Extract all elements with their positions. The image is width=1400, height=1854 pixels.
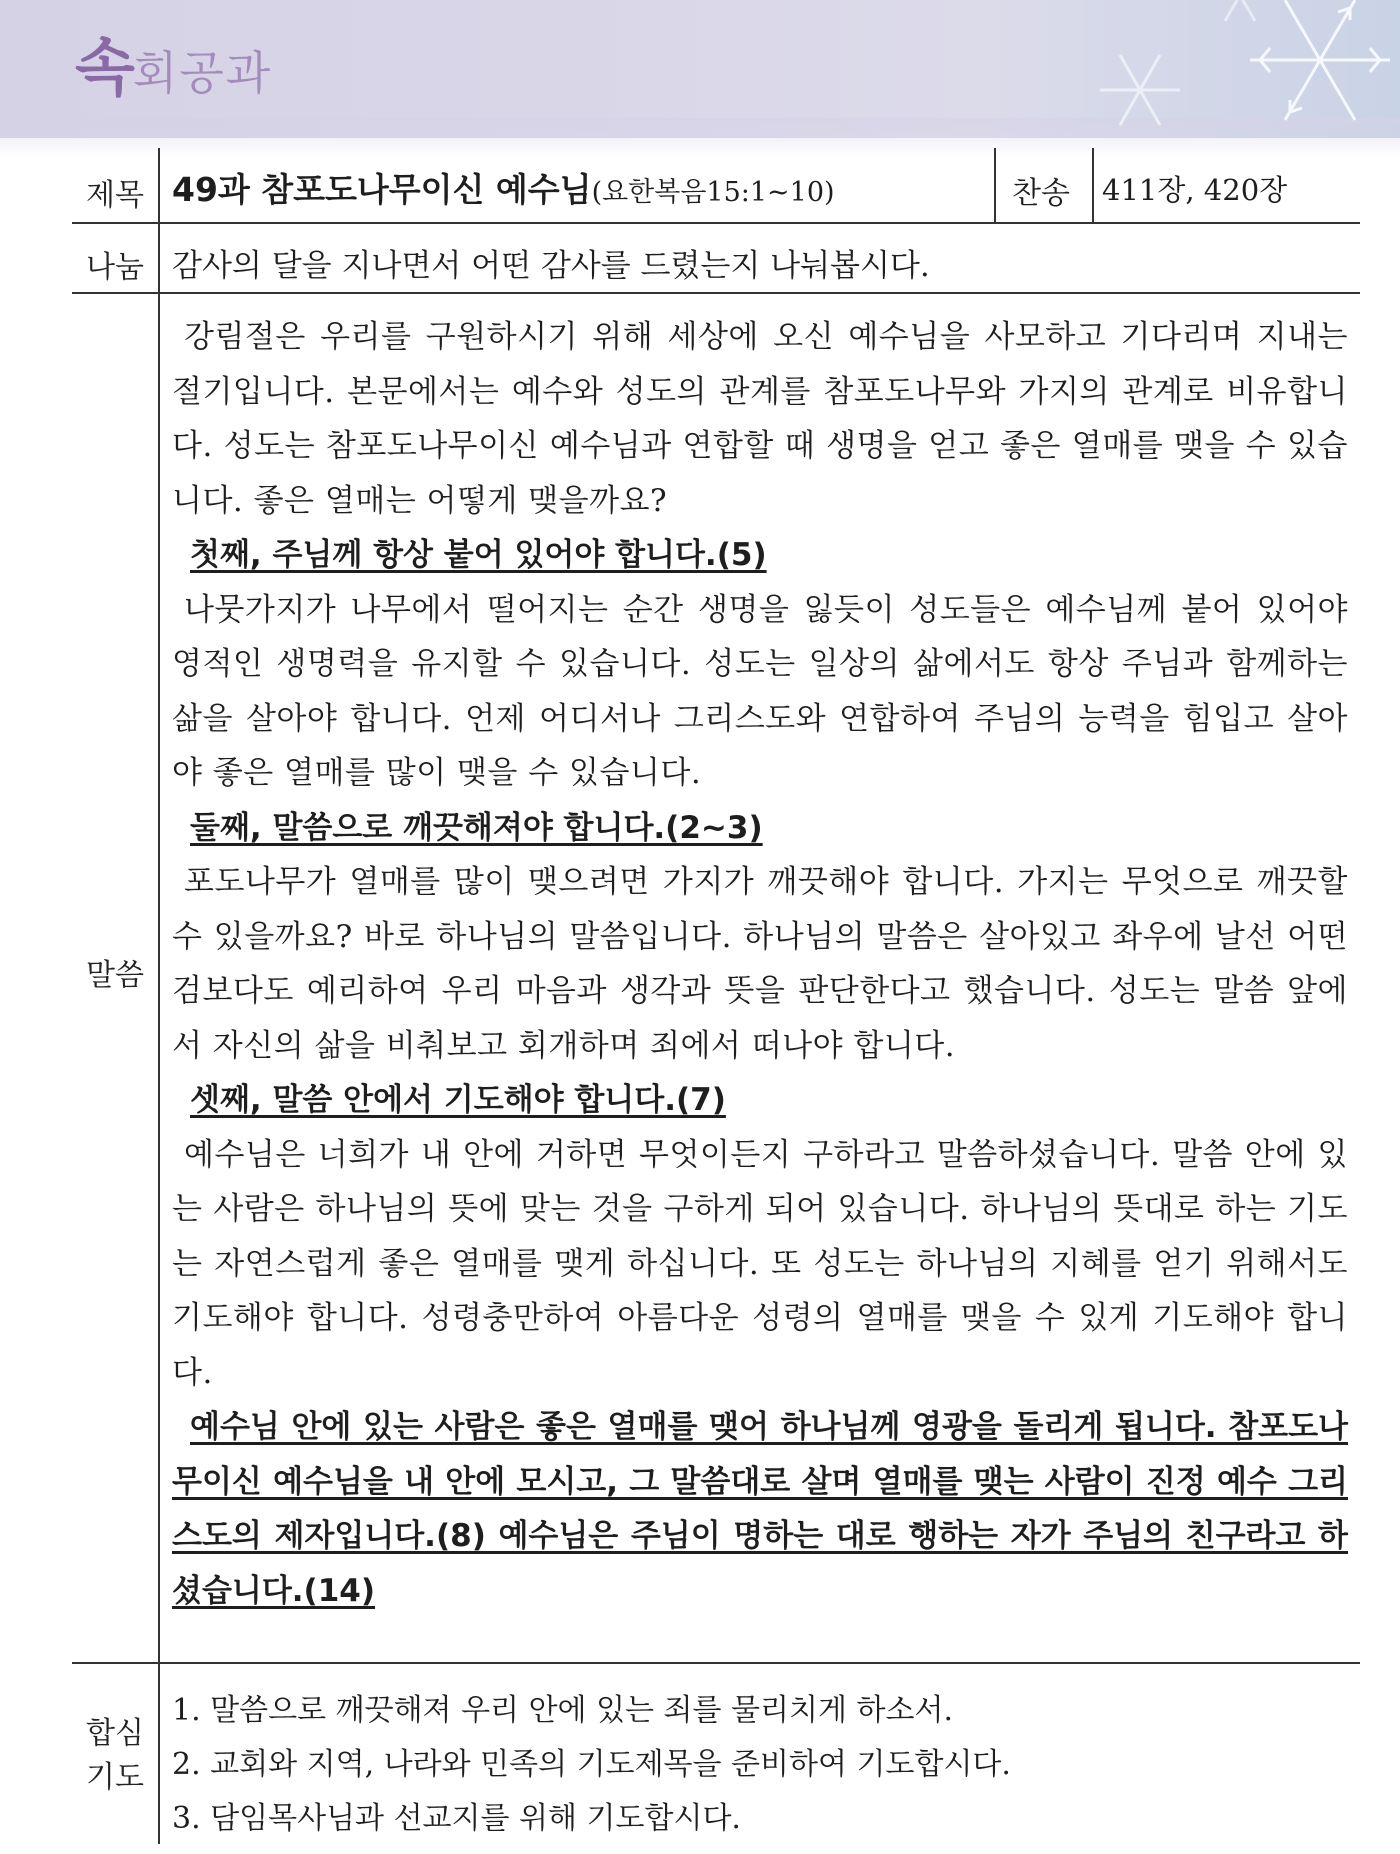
word-label: 말씀 xyxy=(86,958,144,993)
scripture-reference: (요한복음15:1~10) xyxy=(591,177,835,208)
sermon-body xyxy=(172,310,1348,1618)
point-body-2: 포도나무가 열매를 많이 맺으려면 가지가 깨끗해야 합니다. 가지는 무엇으로 깨끗할 수 있을까요? 바로 하나님의 말씀입니다. 하나님의 말씀은 살아있고 좌우에 날선 어떤 검보다도 예리하여 우리 마음과 생각과 뜻을 판단한다고 했습니다. 성도는 말씀 앞에서 자신의 삶을 비춰보고 회개하며 죄에서 떠나야 합니다. xyxy=(172,864,1348,1064)
divider xyxy=(994,148,996,222)
hymn-label: 찬송 xyxy=(1012,176,1070,211)
snowflake-icon xyxy=(940,0,1400,150)
hymn-value: 411장, 420장 xyxy=(1102,173,1288,207)
intro-paragraph: 강림절은 우리를 구원하시기 위해 세상에 오신 예수님을 사모하고 기다리며 지내는 절기입니다. 본문에서는 예수와 성도의 관계를 참포도나무와 가지의 관계로 비유합니다. 성도는 참포도나무이신 예수님과 연합할 때 생명을 얻고 좋은 열매를 맺을 수 있습니다. 좋은 열매는 어떻게 맺을까요? xyxy=(172,319,1348,519)
word-row xyxy=(72,294,1360,1664)
point-heading-2: 둘째, 말씀으로 깨끗해져야 합니다.(2~3) xyxy=(190,809,763,846)
series-logo-rest: 회공과 xyxy=(132,46,273,100)
series-logo xyxy=(75,18,272,108)
prayer-item: 1. 말씀으로 깨끗해져 우리 안에 있는 죄를 물리치게 하소서. xyxy=(172,1693,953,1728)
divider xyxy=(158,1664,160,1844)
title-row xyxy=(72,148,1360,224)
lesson-title xyxy=(172,164,835,211)
conclusion-paragraph: 예수님 안에 있는 사람은 좋은 열매를 맺어 하나님께 영광을 돌리게 됩니다. 참포도나무이신 예수님을 내 안에 모시고, 그 말씀대로 살며 열매를 맺는 사람이 진정 예수 그리스도의 제자입니다.(8) 예수님은 주님이 명하는 대로 행하는 자가 주님의 친구라고 하셨습니다.(14) xyxy=(172,1409,1348,1609)
prayer-row xyxy=(72,1664,1360,1844)
share-row xyxy=(72,224,1360,294)
point-heading-1: 첫째, 주님께 항상 붙어 있어야 합니다.(5) xyxy=(190,537,767,573)
divider xyxy=(158,294,160,1662)
share-question: 감사의 달을 지나면서 어떤 감사를 드렸는지 나눠봅시다. xyxy=(172,248,930,284)
point-heading-3: 셋째, 말씀 안에서 기도해야 합니다.(7) xyxy=(190,1082,726,1118)
prayer-item: 2. 교회와 지역, 나라와 민족의 기도제목을 준비하여 기도합시다. xyxy=(172,1747,1011,1782)
share-label: 나눔 xyxy=(86,250,144,285)
lesson-table xyxy=(72,148,1360,1844)
prayer-label-line-2: 기도 xyxy=(86,1760,144,1795)
prayer-label xyxy=(72,1712,158,1800)
point-body-1: 나뭇가지가 나무에서 떨어지는 순간 생명을 잃듯이 성도들은 예수님께 붙어 있어야 영적인 생명력을 유지할 수 있습니다. 성도는 일상의 삶에서도 항상 주님과 함께하는 삶을 살아야 합니다. 언제 어디서나 그리스도와 연합하여 주님의 능력을 힘입고 살아야 좋은 열매를 많이 맺을 수 있습니다. xyxy=(172,591,1348,791)
title-label: 제목 xyxy=(86,178,144,213)
lesson-title-text: 49과 참포도나무이신 예수님 xyxy=(172,170,592,209)
prayer-item: 3. 담임목사님과 선교지를 위해 기도합시다. xyxy=(172,1801,741,1836)
prayer-list xyxy=(172,1684,1011,1846)
series-logo-big: 속 xyxy=(75,31,133,104)
point-body-3: 예수님은 너희가 내 안에 거하면 무엇이든지 구하라고 말씀하셨습니다. 말씀 안에 있는 사람은 하나님의 뜻에 맞는 것을 구하게 되어 있습니다. 하나님의 뜻대로 하는 기도는 자연스럽게 좋은 열매를 맺게 하십니다. 또 성도는 하나님의 지혜를 얻기 위해서도 기도해야 합니다. 성령충만하여 아름다운 성령의 열매를 맺을 수 있게 기도해야 합니다. xyxy=(172,1136,1348,1391)
prayer-label-line-1: 합심 xyxy=(86,1716,144,1751)
divider xyxy=(158,224,160,292)
divider xyxy=(158,148,160,222)
divider xyxy=(1092,148,1094,222)
